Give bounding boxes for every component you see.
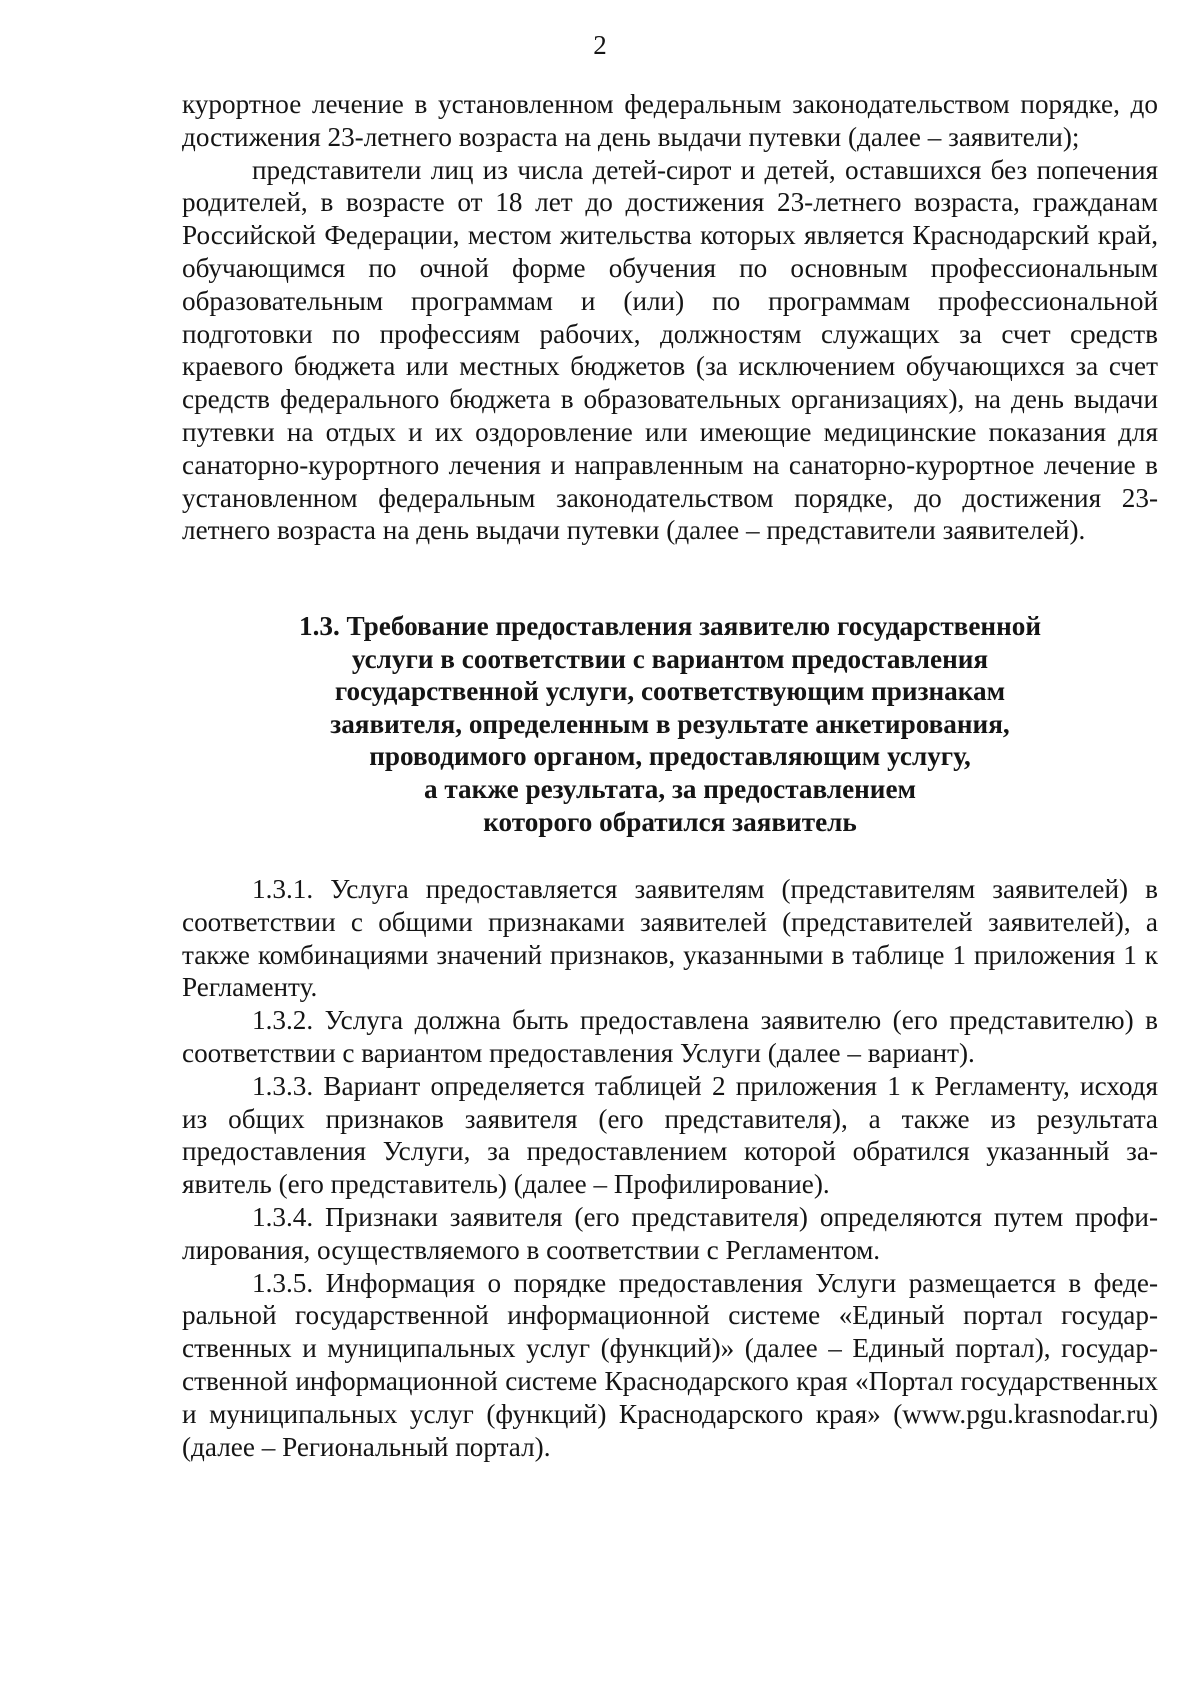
paragraph-1-3-5: 1.3.5. Информация о порядке предоставления Услуги размещается в федеральной государственной информационной системе «Единый портал государственных и муниципальных услуг (функций)» (далее – Единый портал), государственной информационной системе Краснодарского края «Портал государственных и муниципальных услуг (функций) Краснодарского края» (www.pgu.krasnodar.ru) (далее – Региональный портал). [182,1267,1158,1462]
intro-paragraph-representatives: представители лиц из числа детей-сирот и детей, оставшихся без попечения родителей, в возрасте от 18 лет до достижения 23-летнего возраста, гражданам Российской Федерации, местом жительства которых является Краснодарский край, обучающимся по очной форме обучения по основным профессиональным образовательным программам и (или) по программам профессиональной подготовки по профессиям рабочих, должностям служащих за счет средств краевого бюджета или местных бюджетов (за исключением обучающихся за счет средств федерального бюджета в образовательных организациях), на день выдачи путевки на отдых и их оздоровление или имеющие медицинские показания для санаторно-курортного лечения и направленным на санаторно-курортное лечение в установленном федеральным законодательством порядке, до достижения 23-летнего возраста на день выдачи путевки (далее – представители заявителей). [182,154,1158,546]
section-1-3-text [182,873,1158,1463]
paragraph-1-3-1: 1.3.1. Услуга предоставляется заявителям (представителям заявителей) в соответствии с общими признаками заявителей (представителей заявителей), а также комбинациями значений признаков, указанными в таблице 1 приложения 1 к Регламенту. [182,874,1158,1003]
intro-text [182,88,1158,547]
section-heading-line: а также результата, за предоставлением [423,773,917,804]
section-heading-line: проводимого органом, предоставляющим услугу, [369,741,971,772]
section-heading-line: государственной услуги, соответствующим признакам [334,676,1006,707]
section-heading-line: 1.3. Требование предоставления заявителю государственной [298,611,1042,641]
section-heading-line: которого обратился заявитель [483,806,857,837]
page-number: 2 [593,30,607,60]
section-heading-line: услуги в соответствии с вариантом предоставления [351,643,989,674]
section-heading-line: заявителя, определенным в результате анкетирования, [330,708,1010,739]
paragraph-1-3-4: 1.3.4. Признаки заявителя (его представителя) определяются путем профилирования, осуществляемого в соответствии с Регламентом. [182,1201,1158,1265]
paragraph-1-3-3: 1.3.3. Вариант определяется таблицей 2 приложения 1 к Регламенту, исходя из общих признаков заявителя (его представителя), а также из результата предоставления Услуги, за предоставлением которой обратился указанный заявитель (его представитель) (далее – Профилирование). [182,1070,1158,1200]
intro-paragraph-continuation: курортное лечение в установленном федеральным законодательством порядке, до достижения 23-летнего возраста на день выдачи путевки (далее – заявители); [182,89,1158,152]
paragraph-1-3-2: 1.3.2. Услуга должна быть предоставлена заявителю (его представителю) в соответствии с вариантом предоставления Услуги (далее – вариант). [182,1005,1158,1068]
section-heading-1-3 [182,610,1158,838]
